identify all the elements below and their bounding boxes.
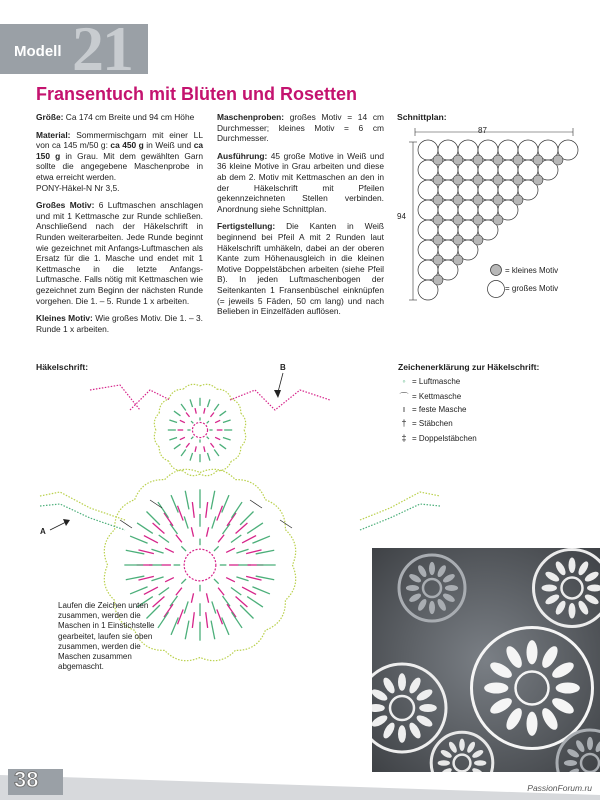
page-title: Fransentuch mit Blüten und Rosetten: [36, 84, 358, 104]
stitch: [190, 453, 192, 461]
stitch: [207, 437, 209, 439]
small-motif: [493, 175, 503, 185]
stitch: [153, 523, 165, 534]
stitch: [164, 604, 173, 617]
small-motif: [453, 175, 463, 185]
kettmasche-icon: ⌒: [399, 392, 409, 402]
small-motif: [493, 215, 503, 225]
page-number: 38: [14, 767, 39, 792]
chain-arc: [159, 447, 169, 461]
stitch: [170, 596, 178, 606]
groesse-label: Größe:: [36, 112, 64, 122]
stitch: [181, 450, 186, 457]
crochet-petal: [429, 601, 435, 614]
stitch: [171, 617, 178, 634]
legend-large-circle: [488, 281, 505, 298]
stitch: [210, 443, 213, 447]
stitch: [176, 535, 182, 543]
schnittplan-motifs: [418, 140, 578, 300]
stitch: [207, 421, 209, 423]
small-motif: [473, 155, 483, 165]
stitch: [218, 588, 224, 596]
instructions-column-2: [217, 112, 384, 324]
stitch: [185, 621, 189, 640]
crochet-petal: [459, 739, 465, 751]
footer-bar: [0, 765, 600, 800]
chain-arc: [285, 565, 295, 600]
klein-label: Kleines Motiv:: [36, 313, 93, 324]
doppelstaebchen-icon: ‡: [401, 433, 407, 443]
small-motif: [453, 215, 463, 225]
schnittplan-width: 87: [478, 126, 487, 135]
arrow-b: [278, 373, 283, 392]
stitch: [212, 601, 216, 613]
small-motif: [433, 175, 443, 185]
stitch: [195, 408, 196, 413]
chain-arc: [200, 471, 217, 476]
stitch: [158, 502, 169, 518]
small-motif: [553, 155, 563, 165]
stitch: [226, 578, 235, 582]
stitch: [236, 597, 248, 608]
stitch: [206, 612, 208, 628]
stitch: [210, 412, 213, 416]
chain-arc: [154, 430, 159, 447]
legend-small-label: = kleines Motiv: [505, 266, 559, 275]
klein-paragraph: [36, 313, 203, 334]
small-motif: [453, 235, 463, 245]
stitch: [231, 588, 241, 596]
stitch: [159, 535, 169, 543]
legend-doppelstaebchen: [398, 433, 477, 443]
gross-label: Großes Motiv:: [36, 200, 95, 211]
stitch: [174, 411, 181, 416]
chain-arc: [200, 469, 235, 479]
small-motif: [513, 195, 523, 205]
groesse-paragraph: [36, 112, 203, 123]
crochet-petal: [398, 673, 406, 691]
klein-text: Wie großes Motiv. Die 1. – 3. Runde 1 x arbeiten.: [36, 313, 203, 334]
small-motif: [433, 235, 443, 245]
stitch: [191, 437, 193, 439]
product-photo: [372, 548, 600, 772]
legend-label: = Doppelstäbchen: [412, 433, 477, 443]
crochet-petal: [569, 558, 576, 573]
stitch: [222, 495, 229, 512]
chain-arc: [241, 413, 246, 430]
small-motif: [473, 195, 483, 205]
stitch: [211, 621, 215, 640]
stitch: [165, 548, 174, 552]
luftmasche-icon: ◦: [402, 376, 406, 386]
join-arrow: [150, 500, 162, 508]
stitch: [236, 523, 248, 534]
chain-arc: [200, 384, 217, 389]
crochet-petal: [542, 585, 557, 592]
stitch: [206, 527, 208, 536]
stitch: [242, 587, 256, 594]
stitch: [192, 612, 194, 628]
stitch: [252, 536, 269, 543]
stitch: [181, 546, 186, 551]
stitch: [191, 421, 193, 423]
small-motif: [433, 215, 443, 225]
stitch: [222, 617, 229, 634]
small-motif: [453, 155, 463, 165]
crochet-petal: [527, 712, 538, 736]
ausf-label: Ausführung:: [217, 150, 268, 161]
gross-paragraph: [36, 200, 203, 306]
photo-illustration: [372, 548, 600, 772]
stitch: [214, 404, 219, 411]
material-bold-2: ca 150 g: [36, 140, 204, 161]
crochet-petal: [429, 562, 435, 575]
legend-large-label: = großes Motiv: [505, 284, 559, 293]
arrow-a-head: [63, 519, 70, 526]
edge-chain: [40, 492, 125, 520]
stitch: [180, 437, 185, 439]
small-motif: [533, 155, 543, 165]
stitch: [178, 506, 184, 521]
stitch: [130, 536, 147, 543]
stitch: [151, 577, 163, 581]
stitch: [218, 535, 224, 543]
stitch: [137, 523, 153, 534]
instructions-column-1: [36, 112, 203, 341]
small-motif: [433, 275, 443, 285]
crochet-petal: [569, 603, 576, 618]
legend-label: = Luftmasche: [412, 376, 461, 386]
groesse-text: Ca 174 cm Breite und 94 cm Höhe: [63, 112, 195, 122]
legend-label: = feste Masche: [412, 404, 467, 414]
stitch: [195, 446, 196, 451]
small-motif: [453, 195, 463, 205]
join-arrow: [280, 520, 292, 528]
stitch: [214, 546, 219, 551]
stitch: [232, 612, 243, 628]
ring: [192, 422, 207, 437]
staebchen-icon: †: [401, 418, 407, 428]
stitch: [186, 443, 189, 447]
haekelschrift-note: Laufen die Zeichen unten zusammen, werden die Maschen in 1 Einstichstelle gearbeitet, laufen sie oben zusammen, werden die Maschen zusammen abgemascht.: [58, 601, 155, 672]
stitch: [170, 524, 178, 534]
stitch: [223, 420, 231, 422]
stitch: [171, 495, 178, 512]
stitch: [169, 420, 177, 422]
legend-small-circle: [491, 265, 502, 276]
chain-arc: [169, 389, 183, 399]
stitch: [217, 506, 223, 521]
stitch: [214, 450, 219, 457]
chain-arc: [231, 399, 241, 413]
edge-chain: [130, 390, 170, 410]
material-text-3: in Grau. Mit dem gewählten Garn sollte die angegebene Maschenprobe in etwa erreicht werden.: [36, 150, 203, 182]
legend-feste-masche: [398, 404, 466, 414]
chain-arc: [217, 389, 231, 399]
stitch: [214, 579, 219, 584]
schnittplan-height: 94: [397, 212, 406, 221]
schnittplan-title: Schnittplan:: [397, 112, 447, 122]
ausf-paragraph: [217, 151, 384, 215]
material-text-2: in Weiß und: [143, 140, 194, 151]
chain-arc: [104, 530, 114, 565]
chain-arc: [235, 480, 265, 500]
arrow-a-label: A: [40, 527, 46, 536]
chain-arc: [235, 630, 265, 650]
modell-number: 21: [72, 13, 132, 84]
join-arrow: [120, 520, 132, 528]
stitch: [206, 502, 208, 518]
stitch: [247, 597, 263, 608]
stitch: [236, 577, 248, 581]
small-motif: [493, 155, 503, 165]
stitch: [231, 535, 241, 543]
stitch: [164, 513, 173, 526]
arrow-a: [50, 522, 66, 530]
crochet-petal: [419, 704, 437, 712]
edge-chain: [360, 504, 440, 530]
legend-kettmasche: [398, 390, 461, 403]
crochet-petal: [587, 737, 593, 750]
fertig-text: Die Kanten in Weiß beginnend bei Pfeil A mit 2 Runden laut Häkelschrift umhäkeln, dabei an der oberen Kante zum Höhenausgleich in die kleinen Motive Doppelstäbchen arbeiten (siehe Pfeil B). In jeden Luftmaschenbogen der Seitenkanten 1 Fransenbüschel einknüpfen (= jeweils 5 Fäden, 50 cm lang) und nach Belieben in Einzelfäden auflösen.: [217, 221, 384, 317]
join-arrow: [250, 500, 262, 508]
stitch: [144, 536, 158, 543]
legend-label: = Stäbchen: [412, 418, 453, 428]
stitch: [186, 412, 189, 416]
ausf-text: 45 große Motive in Weiß und 36 kleine Motive in Grau arbeiten und diese ab dem 2. Motiv mit Kettmaschen an den in der Häkelschrift mit Pfeilen gekennzeichneten Stellen verbinden. Anordnung siehe Schnittplan.: [217, 150, 384, 214]
stitch: [236, 549, 248, 553]
watermark: PassionForum.ru: [527, 783, 592, 793]
chain-arc: [200, 650, 235, 660]
proben-text: großes Motiv = 14 cm Durchmesser; kleines Motiv = 6 cm Durchmesser.: [217, 112, 384, 144]
material-hook: PONY-Häkel-N Nr 3,5.: [36, 182, 120, 193]
chain-arc: [231, 447, 241, 461]
crochet-petal: [484, 683, 508, 694]
stitch: [144, 587, 158, 594]
stitch: [226, 548, 235, 552]
chain-arc: [285, 530, 295, 565]
ring: [184, 549, 216, 581]
stitch: [191, 527, 193, 536]
edge-chain: [230, 390, 330, 410]
stitch: [130, 587, 147, 594]
stitch: [190, 399, 192, 407]
crochet-petal: [398, 725, 406, 743]
stitch: [169, 437, 177, 439]
stitch: [207, 399, 209, 407]
stitch: [207, 453, 209, 461]
stitch: [211, 491, 215, 510]
stitch: [227, 513, 236, 526]
zeichen-title: Zeichenerklärung zur Häkelschrift:: [398, 362, 540, 372]
stitch: [184, 601, 188, 613]
material-paragraph: [36, 130, 203, 183]
edge-chain: [90, 385, 140, 410]
fertig-label: Fertigstellung:: [217, 221, 276, 232]
stitch: [220, 411, 227, 416]
stitch: [247, 523, 263, 534]
stitch: [180, 420, 185, 422]
stitch: [181, 579, 186, 584]
crochet-petal: [406, 585, 419, 591]
stitch: [232, 502, 243, 518]
stitch: [176, 588, 182, 596]
stitch: [212, 516, 216, 528]
chain-arc: [115, 500, 135, 530]
haekelschrift-title: Häkelschrift:: [36, 362, 89, 372]
feste-masche-icon: ı: [402, 404, 406, 414]
chain-arc: [104, 565, 114, 600]
stitch: [220, 444, 227, 449]
stitch: [184, 516, 188, 528]
stitch: [252, 587, 269, 594]
small-motif: [473, 215, 483, 225]
small-motif: [433, 255, 443, 265]
stitch: [217, 609, 223, 624]
legend-luftmasche: [398, 376, 460, 386]
arrow-b-label: B: [280, 363, 286, 372]
material-label: Material:: [36, 129, 71, 140]
arrow-b-head: [274, 390, 281, 398]
stitch: [223, 524, 231, 534]
small-motif: [453, 255, 463, 265]
stitch: [178, 609, 184, 624]
small-motif: [493, 195, 503, 205]
stitch: [192, 502, 194, 518]
stitch: [206, 593, 208, 602]
chain-arc: [135, 480, 165, 500]
chain-arc: [265, 600, 285, 630]
stitch: [151, 549, 163, 553]
edge-chain: [360, 492, 440, 520]
chain-arc: [159, 399, 169, 413]
stitch: [185, 491, 189, 510]
chain-arc: [154, 413, 159, 430]
small-motif: [433, 155, 443, 165]
small-motif: [533, 175, 543, 185]
crochet-petal: [556, 683, 580, 694]
stitch: [174, 444, 181, 449]
stitch: [242, 536, 256, 543]
chain-arc: [165, 650, 200, 660]
legend-staebchen: [398, 418, 453, 428]
stitch: [159, 588, 169, 596]
small-motif: [433, 195, 443, 205]
stitch: [181, 404, 186, 411]
modell-label: Modell: [14, 43, 62, 60]
stitch: [165, 578, 174, 582]
chain-arc: [183, 384, 200, 389]
stitch: [223, 596, 231, 606]
stitch: [191, 593, 193, 602]
stitch: [215, 420, 220, 422]
material-bold-1: ca 450 g: [110, 140, 144, 151]
small-motif: [513, 155, 523, 165]
proben-paragraph: [217, 112, 384, 144]
small-motif: [513, 175, 523, 185]
gross-text: 6 Luftmaschen anschlagen und mit 1 Kettmasche zur Runde schließen. Anschließend nach der Häkelschrift in Runden weiterarbeiten. Jede Runde beginnt wie gezeichnet mit Anfangs-Luftmaschen als Ersatz für die 1. Masche und endet mit 1 Kettmasche in die letzte Anfangs-Luftmasche. Falls nötig mit Kettmaschen wie gezeichnet zum Beginn der nächsten Runde vorgehen. Die 1. – 5. Runde 1 x arbeiten.: [36, 200, 203, 306]
proben-label: Maschenproben:: [217, 112, 285, 122]
stitch: [204, 408, 205, 413]
small-motif: [473, 235, 483, 245]
stitch: [227, 604, 236, 617]
material-text-1: Sommermischgarn mit einer LL von ca 145 m/50 g:: [36, 129, 203, 151]
crochet-petal: [445, 585, 458, 591]
crochet-petal: [527, 640, 538, 664]
small-motif: [473, 175, 483, 185]
legend-label: = Kettmasche: [412, 392, 462, 401]
fertig-paragraph: [217, 221, 384, 316]
chain-arc: [265, 500, 285, 530]
schnittplan-diagram: [405, 120, 595, 305]
stitch: [223, 437, 231, 439]
chain-arc: [241, 430, 246, 447]
stitch: [204, 446, 205, 451]
edge-chain: [40, 504, 125, 530]
stitch: [215, 437, 220, 439]
